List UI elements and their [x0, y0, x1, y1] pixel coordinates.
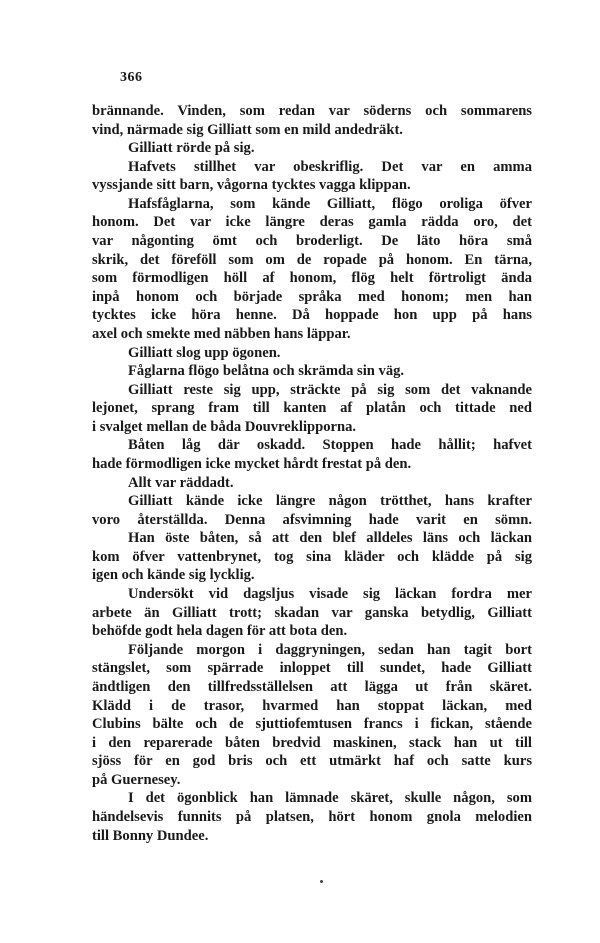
text-line: händelsevis funnits på platsen, hört honom gnola melodien	[92, 808, 532, 825]
text-line: som förmodligen höll af honom, flög helt förtroligt ända	[92, 270, 532, 287]
text-line: Båten låg där oskadd. Stoppen hade hållit; hafvet	[128, 437, 532, 454]
text-line: lejonet, sprang fram till kanten af platån och tittade ned	[92, 400, 532, 417]
text-line: Klädd i de trasor, hvarmed han stoppat läckan, med	[92, 697, 532, 714]
text-line: vind, närmade sig Gilliatt som en mild andedräkt.	[92, 121, 403, 138]
text-line: Följande morgon i daggryningen, sedan han tagit bort	[128, 641, 532, 658]
text-line: skrik, det föreföll som om de ropade på honom. En tärna,	[92, 251, 532, 268]
text-line: arbete än Gilliatt trott; skadan var ganska betydlig, Gilliatt	[92, 604, 532, 621]
text-line: I det ögonblick han lämnade skäret, skulle någon, som	[128, 790, 532, 807]
text-line: Gilliatt kände icke längre någon trötthet, hans krafter	[128, 493, 532, 510]
text-line: inpå honom och började språka med honom; men han	[92, 288, 532, 305]
text-line: var någonting ömt och broderligt. De läto höra små	[92, 233, 532, 250]
text-line: igen och kände sig lycklig.	[92, 567, 255, 584]
text-line: axel och smekte med näbben hans läppar.	[92, 325, 351, 342]
text-line: Hafvets stillhet var obeskriflig. Det var en amma	[128, 158, 532, 175]
text-line: ändtligen den tillfredsställelsen att lägga ut från skäret.	[92, 678, 532, 695]
text-line: Han öste båten, så att den blef alldeles läns och läckan	[128, 530, 532, 547]
text-line: Undersökt vid dagsljus visade sig läckan fordra mer	[128, 586, 532, 603]
ink-speck	[320, 880, 323, 883]
text-line: i svalget mellan de båda Douvreklipporna.	[92, 418, 357, 435]
text-line: i den reparerade båten bredvid maskinen, stack han ut till	[92, 734, 532, 751]
text-line: till Bonny Dundee.	[92, 827, 209, 844]
text-line: brännande. Vinden, som redan var söderns och sommarens	[92, 103, 532, 119]
text-line: på Guernesey.	[92, 771, 181, 788]
text-line: vyssjande sitt barn, vågorna tycktes vagga klippan.	[92, 177, 411, 194]
text-line: tycktes icke höra henne. Då hoppade hon upp på hans	[92, 307, 532, 324]
text-line: Hafsfåglarna, som kände Gilliatt, flögo oroliga öfver	[128, 195, 532, 212]
text-line: behöfde godt hela dagen för att bota den.	[92, 623, 348, 640]
text-line: voro återställda. Denna afsvimning hade varit en sömn.	[92, 511, 532, 528]
text-line: Gilliatt reste sig upp, sträckte på sig som det vaknande	[128, 381, 532, 398]
text-line: kom öfver vattenbrynet, tog sina kläder och klädde på sig	[92, 548, 532, 565]
text-line: stängslet, som spärrade inloppet till sundet, hade Gilliatt	[92, 660, 532, 677]
text-line: Allt var räddadt.	[128, 474, 234, 491]
page-number: 366	[120, 70, 143, 85]
text-line: sjöss för en god bris och ett utmärkt haf och satte kurs	[92, 753, 532, 770]
body-text	[92, 102, 532, 845]
text-line: Fåglarna flögo belåtna och skrämda sin väg.	[128, 363, 405, 380]
text-line: honom. Det var icke längre deras gamla rädda oro, det	[92, 214, 532, 231]
text-line: hade förmodligen icke mycket hårdt frestat på den.	[92, 455, 412, 472]
text-line: Gilliatt rörde på sig.	[128, 140, 255, 157]
text-line: Gilliatt slog upp ögonen.	[128, 344, 281, 361]
text-line: Clubins bälte och de sjuttiofemtusen francs i fickan, stående	[92, 716, 532, 733]
